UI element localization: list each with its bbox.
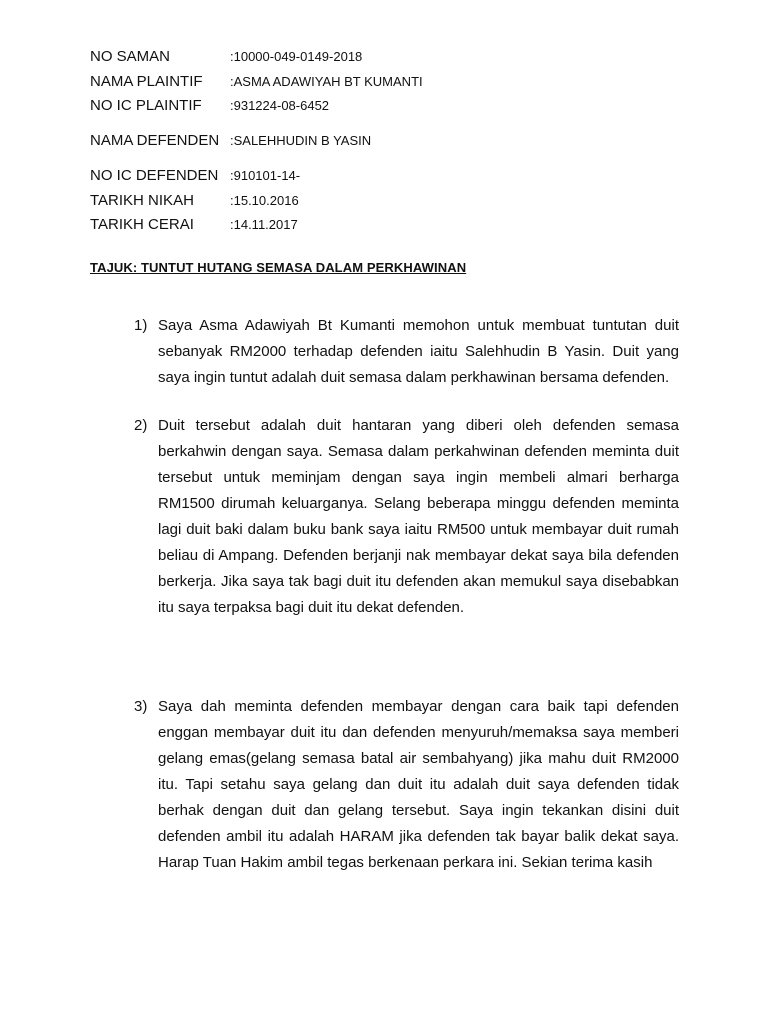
document-title: TAJUK: TUNTUT HUTANG SEMASA DALAM PERKHAWINAN xyxy=(90,260,467,275)
paragraph-3 xyxy=(134,694,679,876)
info-row-tarikh-cerai xyxy=(90,212,423,237)
paragraph-number: 3) xyxy=(134,698,148,715)
info-value: :931224-08-6452 xyxy=(230,97,330,113)
info-row-nama-plaintif xyxy=(90,69,423,93)
info-row-no-saman xyxy=(90,44,423,69)
case-info-table xyxy=(90,44,423,237)
info-label: TARIKH CERAI xyxy=(90,216,194,233)
info-label: NAMA PLAINTIF xyxy=(90,72,203,90)
info-row-tarikh-nikah xyxy=(90,188,423,212)
info-value: :ASMA ADAWIYAH BT KUMANTI xyxy=(230,73,423,89)
paragraph-text: Duit tersebut adalah duit hantaran yang diberi oleh defenden semasa berkahwin dengan saya. Semasa dalam perkahwinan defenden meminta duit tersebut untuk meminjam dengan saya ingin membeli almari berharga RM1500 dirumah keluarganya. Selang beberapa minggu defenden meminta lagi duit baki dalam buku bank saya iaitu RM500 untuk membayar duit rumah beliau di Ampang. Defenden berjanji nak membayar dekat saya bila defenden berkerja. Jika saya tak bagi duit itu defenden akan memukul saya disebabkan itu saya terpaksa bagi duit itu dekat defenden. xyxy=(158,417,679,616)
info-value: :15.10.2016 xyxy=(230,192,299,208)
paragraph-text: Saya dah meminta defenden membayar dengan cara baik tapi defenden enggan membayar duit itu dan defenden menyuruh/memaksa saya memberi gelang emas(gelang semasa batal air sembahyang) jika mahu duit RM2000 itu. Tapi setahu saya gelang dan duit itu adalah duit saya defenden tidak berhak dengan duit dan gelang tersebut. Saya ingin tekankan disini duit defenden ambil itu adalah HARAM jika defenden tak bayar balik dekat saya. Harap Tuan Hakim ambil tegas berkenaan perkara ini. Sekian terima kasih xyxy=(158,698,679,871)
info-value: :910101-14- xyxy=(230,168,301,183)
paragraph-2 xyxy=(134,413,679,621)
info-row-no-ic-plaintif xyxy=(90,93,423,117)
info-label: NO IC PLAINTIF xyxy=(90,96,202,114)
info-row-no-ic-defenden xyxy=(90,163,423,188)
paragraph-number: 1) xyxy=(134,317,148,334)
info-value: :10000-049-0149-2018 xyxy=(230,49,363,64)
info-value: :SALEHHUDIN B YASIN xyxy=(230,132,372,148)
info-row-nama-defenden xyxy=(90,117,423,163)
paragraph-text: Saya Asma Adawiyah Bt Kumanti memohon untuk membuat tuntutan duit sebanyak RM2000 terhadap defenden iaitu Salehhudin B Yasin. Duit yang saya ingin tuntut adalah duit semasa dalam perkhawinan bersama defenden. xyxy=(158,317,679,386)
paragraph-number: 2) xyxy=(134,417,148,434)
info-label: NO IC DEFENDEN xyxy=(90,167,219,184)
paragraph-1 xyxy=(134,313,679,391)
info-value: :14.11.2017 xyxy=(230,217,298,232)
info-label: NO SAMAN xyxy=(90,48,171,65)
info-label: NAMA DEFENDEN xyxy=(90,131,220,149)
info-label: TARIKH NIKAH xyxy=(90,191,194,209)
